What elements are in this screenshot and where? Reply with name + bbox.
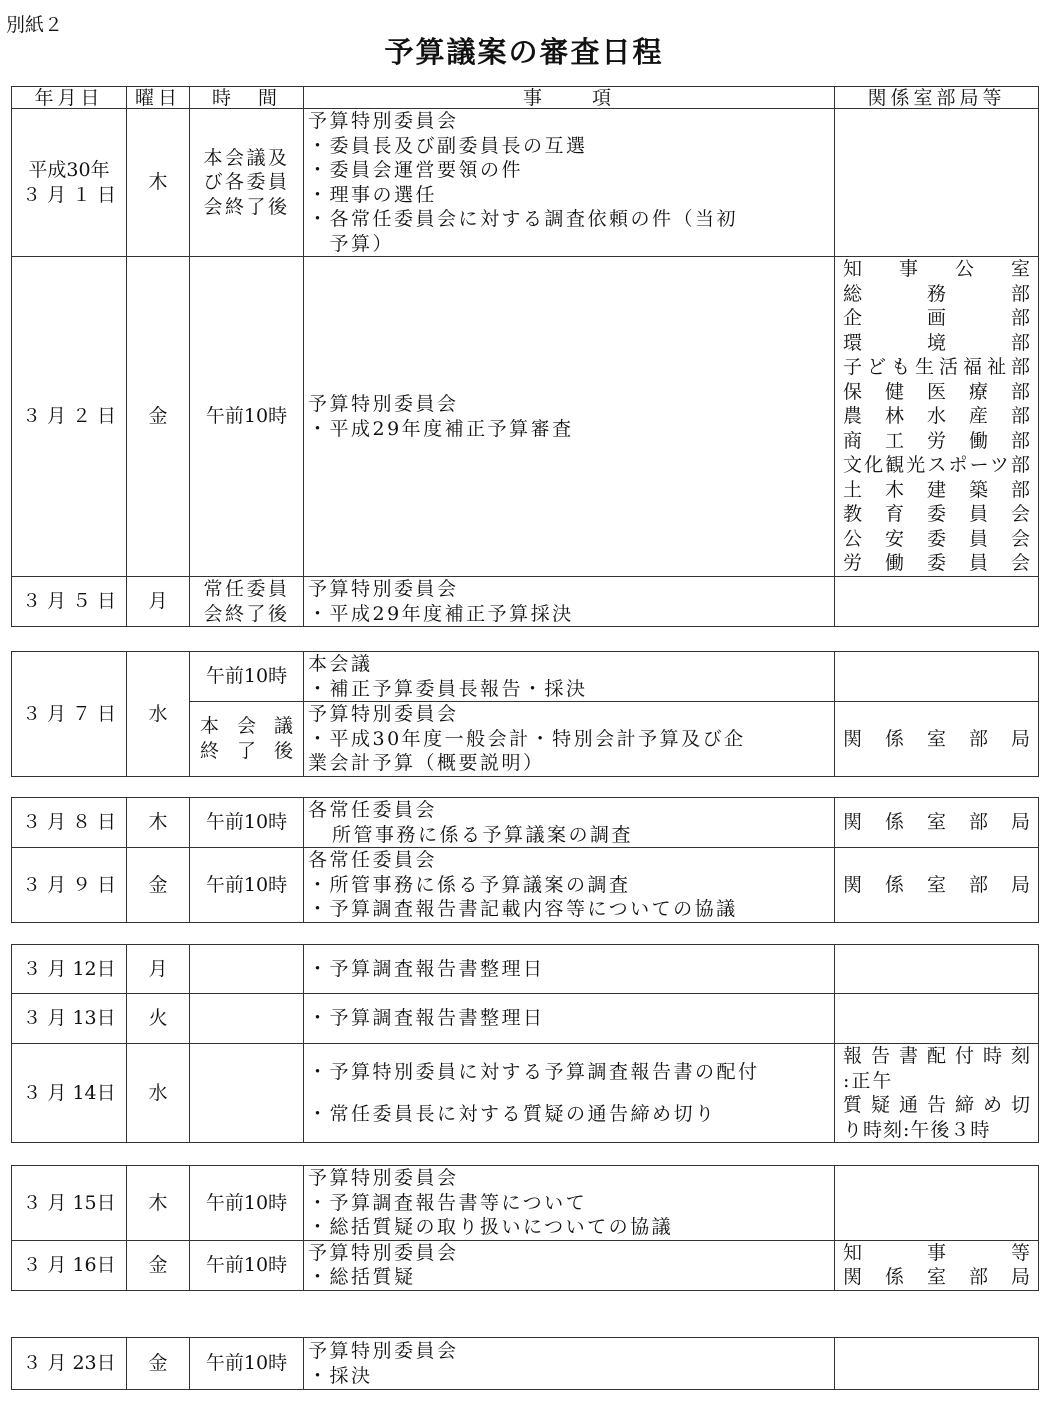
- item-line: ・総括質疑の取り扱いについての協議: [308, 1216, 674, 1238]
- items-cell: [304, 702, 835, 777]
- dept-line: 保健医療部: [843, 380, 1030, 403]
- time-line: 終了後: [200, 739, 293, 762]
- depts-cell: [835, 577, 1039, 627]
- date-cell: ３ 月 23日: [12, 1338, 127, 1390]
- item-line: ・採決: [308, 1364, 373, 1387]
- schedule-table-1: [11, 86, 1039, 627]
- depts-cell: [835, 1166, 1039, 1241]
- dept-line: 環境部: [843, 331, 1030, 354]
- items-cell: [304, 577, 835, 627]
- date-cell: ３ 月 16日: [12, 1240, 127, 1290]
- depts-cell: [835, 994, 1039, 1044]
- table-row: [12, 652, 1039, 702]
- item-line: ・総括質疑: [308, 1266, 416, 1288]
- depts-cell: [835, 945, 1039, 994]
- depts-cell: [835, 1044, 1039, 1143]
- header-depts: 関係室部局等: [835, 87, 1039, 109]
- dept-line: 関係室部局: [843, 811, 1030, 834]
- time-cell: [190, 945, 304, 994]
- date-cell: ３ 月 14日: [12, 1044, 127, 1143]
- table-row: [12, 1044, 1039, 1143]
- table-row: [12, 798, 1039, 848]
- time-cell: 午前10時: [190, 1240, 304, 1290]
- item-line: 予算特別委員会: [308, 393, 459, 415]
- table-row: [12, 257, 1039, 577]
- table-row: [12, 1166, 1039, 1241]
- weekday-cell: 水: [127, 652, 190, 777]
- table-row: [12, 577, 1039, 627]
- items-cell: [304, 1338, 835, 1390]
- items-cell: [304, 1044, 835, 1143]
- time-line: 会終了後: [203, 195, 290, 218]
- dept-line: り時刻:午後３時: [843, 1118, 991, 1141]
- items-cell: [304, 1240, 835, 1290]
- time-cell: [190, 1044, 304, 1143]
- date-cell: ３ 月 ５ 日: [12, 577, 127, 627]
- time-cell: 午前10時: [190, 798, 304, 848]
- item-line: 各常任委員会: [308, 799, 438, 821]
- item-line: 予算特別委員会: [308, 1340, 459, 1362]
- items-cell: ・予算調査報告書整理日: [304, 945, 835, 994]
- item-line: ・委員会運営要領の件: [308, 159, 524, 181]
- depts-cell: [835, 848, 1039, 923]
- date-cell: ３ 月 ７ 日: [12, 652, 127, 777]
- attachment-label: 別紙２: [6, 14, 64, 36]
- time-line: 本会議: [200, 715, 293, 738]
- dept-line: 子ども生活福祉部: [843, 356, 1030, 379]
- item-line: 予算）: [308, 232, 395, 255]
- item-line: ・理事の選任: [308, 183, 438, 206]
- depts-cell: [835, 652, 1039, 702]
- dept-line: 質疑通告締め切: [843, 1094, 1030, 1116]
- schedule-table-3: [11, 797, 1039, 923]
- weekday-cell: 金: [127, 257, 190, 577]
- time-line: び各委員: [203, 171, 290, 194]
- weekday-cell: 月: [127, 945, 190, 994]
- table-row: [12, 1240, 1039, 1290]
- item-line: ・平成30年度一般会計・特別会計予算及び企: [308, 727, 746, 750]
- weekday-cell: 木: [127, 109, 190, 257]
- time-line: 本会議及: [203, 146, 290, 169]
- item-line: ・補正予算委員長報告・採決: [308, 677, 588, 700]
- depts-cell: [835, 1338, 1039, 1390]
- dept-line: 報告書配付時刻: [843, 1045, 1030, 1067]
- dept-line: 労働委員会: [843, 552, 1030, 575]
- weekday-cell: 木: [127, 798, 190, 848]
- time-cell: [190, 577, 304, 627]
- item-line: 予算特別委員会: [308, 110, 459, 132]
- depts-cell: [835, 1240, 1039, 1290]
- table-row: [12, 109, 1039, 257]
- item-line: 予算特別委員会: [308, 578, 459, 600]
- items-cell: [304, 109, 835, 257]
- dept-line: 知事公室: [843, 258, 1030, 281]
- dept-line: 関係室部局: [843, 1266, 1030, 1288]
- weekday-cell: 木: [127, 1166, 190, 1241]
- item-line: ・予算調査報告書等について: [308, 1191, 588, 1214]
- table-row: [12, 994, 1039, 1044]
- weekday-cell: 金: [127, 848, 190, 923]
- dept-line: :正午: [843, 1069, 894, 1092]
- date-cell: ３ 月 13日: [12, 994, 127, 1044]
- item-line: ・平成29年度補正予算採決: [308, 602, 574, 625]
- date-year: 平成30年: [28, 159, 110, 181]
- time-cell: 午前10時: [190, 848, 304, 923]
- items-cell: ・予算調査報告書整理日: [304, 994, 835, 1044]
- dept-line: 知事等: [843, 1241, 1030, 1264]
- time-cell: [190, 994, 304, 1044]
- time-cell: 午前10時: [190, 257, 304, 577]
- date-cell: ３ 月 ８ 日: [12, 798, 127, 848]
- dept-line: 総務部: [843, 282, 1030, 305]
- weekday-cell: 月: [127, 577, 190, 627]
- weekday-cell: 水: [127, 1044, 190, 1143]
- time-line: 常任委員: [203, 578, 290, 600]
- date-cell: ３ 月 ９ 日: [12, 848, 127, 923]
- items-cell: [304, 257, 835, 577]
- table-row: [12, 1338, 1039, 1390]
- item-line: ・平成29年度補正予算審査: [308, 417, 574, 440]
- date-cell: [12, 109, 127, 257]
- depts-cell: [835, 257, 1039, 577]
- time-cell: [190, 702, 304, 777]
- header-row: [12, 87, 1039, 109]
- date-cell: ３ 月 12日: [12, 945, 127, 994]
- items-cell: [304, 652, 835, 702]
- item-line: 予算特別委員会: [308, 1241, 459, 1264]
- header-date: 年月日: [12, 87, 127, 109]
- time-cell: 午前10時: [190, 652, 304, 702]
- item-line: 予算特別委員会: [308, 1167, 459, 1189]
- item-line: 業会計予算（概要説明）: [308, 752, 545, 774]
- weekday-cell: 金: [127, 1240, 190, 1290]
- dept-line: 土木建築部: [843, 478, 1030, 501]
- item-line: ・委員長及び副委員長の互選: [308, 134, 588, 157]
- dept-line: 関係室部局: [843, 873, 1030, 896]
- date-cell: ３ 月 ２ 日: [12, 257, 127, 577]
- header-day: 曜日: [127, 87, 190, 109]
- items-cell: [304, 798, 835, 848]
- dept-line: 関係室部局: [843, 727, 1030, 750]
- dept-line: 商工労働部: [843, 429, 1030, 452]
- date-cell: ３ 月 15日: [12, 1166, 127, 1241]
- items-cell: [304, 1166, 835, 1241]
- time-cell: 午前10時: [190, 1166, 304, 1241]
- item-line: ・所管事務に係る予算議案の調査: [308, 873, 631, 896]
- weekday-cell: 火: [127, 994, 190, 1044]
- schedule-table-4: [11, 944, 1039, 1143]
- header-items: 事 項: [304, 87, 835, 109]
- time-cell: [190, 109, 304, 257]
- items-cell: [304, 848, 835, 923]
- schedule-table-5: [11, 1165, 1039, 1291]
- page-title: 予算議案の審査日程: [384, 35, 664, 69]
- item-line: 各常任委員会: [308, 849, 438, 871]
- item-line: 予算特別委員会: [308, 703, 459, 725]
- item-line: ・常任委員長に対する質疑の通告締め切り: [308, 1102, 717, 1125]
- time-cell: 午前10時: [190, 1338, 304, 1390]
- dept-line: 文化観光スポーツ部: [843, 454, 1030, 477]
- table-row: [12, 945, 1039, 994]
- dept-line: 教育委員会: [843, 503, 1030, 526]
- item-line: 本会議: [308, 653, 373, 675]
- dept-line: 農林水産部: [843, 405, 1030, 428]
- depts-cell: [835, 798, 1039, 848]
- header-time: 時 間: [190, 87, 304, 109]
- item-line: 所管事務に係る予算議案の調査: [332, 823, 634, 846]
- table-row: [12, 848, 1039, 923]
- dept-line: 公安委員会: [843, 527, 1030, 550]
- item-line: ・各常任委員会に対する調査依頼の件（当初: [308, 208, 739, 230]
- item-line: ・予算特別委員に対する予算調査報告書の配付: [308, 1061, 760, 1083]
- schedule-table-6: [11, 1337, 1039, 1390]
- depts-cell: [835, 702, 1039, 777]
- date-day: ３ 月 １ 日: [21, 183, 117, 206]
- schedule-table-2: [11, 651, 1039, 777]
- depts-cell: [835, 109, 1039, 257]
- dept-line: 企画部: [843, 307, 1030, 330]
- item-line: ・予算調査報告書記載内容等についての協議: [308, 898, 738, 920]
- time-line: 会終了後: [203, 602, 290, 625]
- weekday-cell: 金: [127, 1338, 190, 1390]
